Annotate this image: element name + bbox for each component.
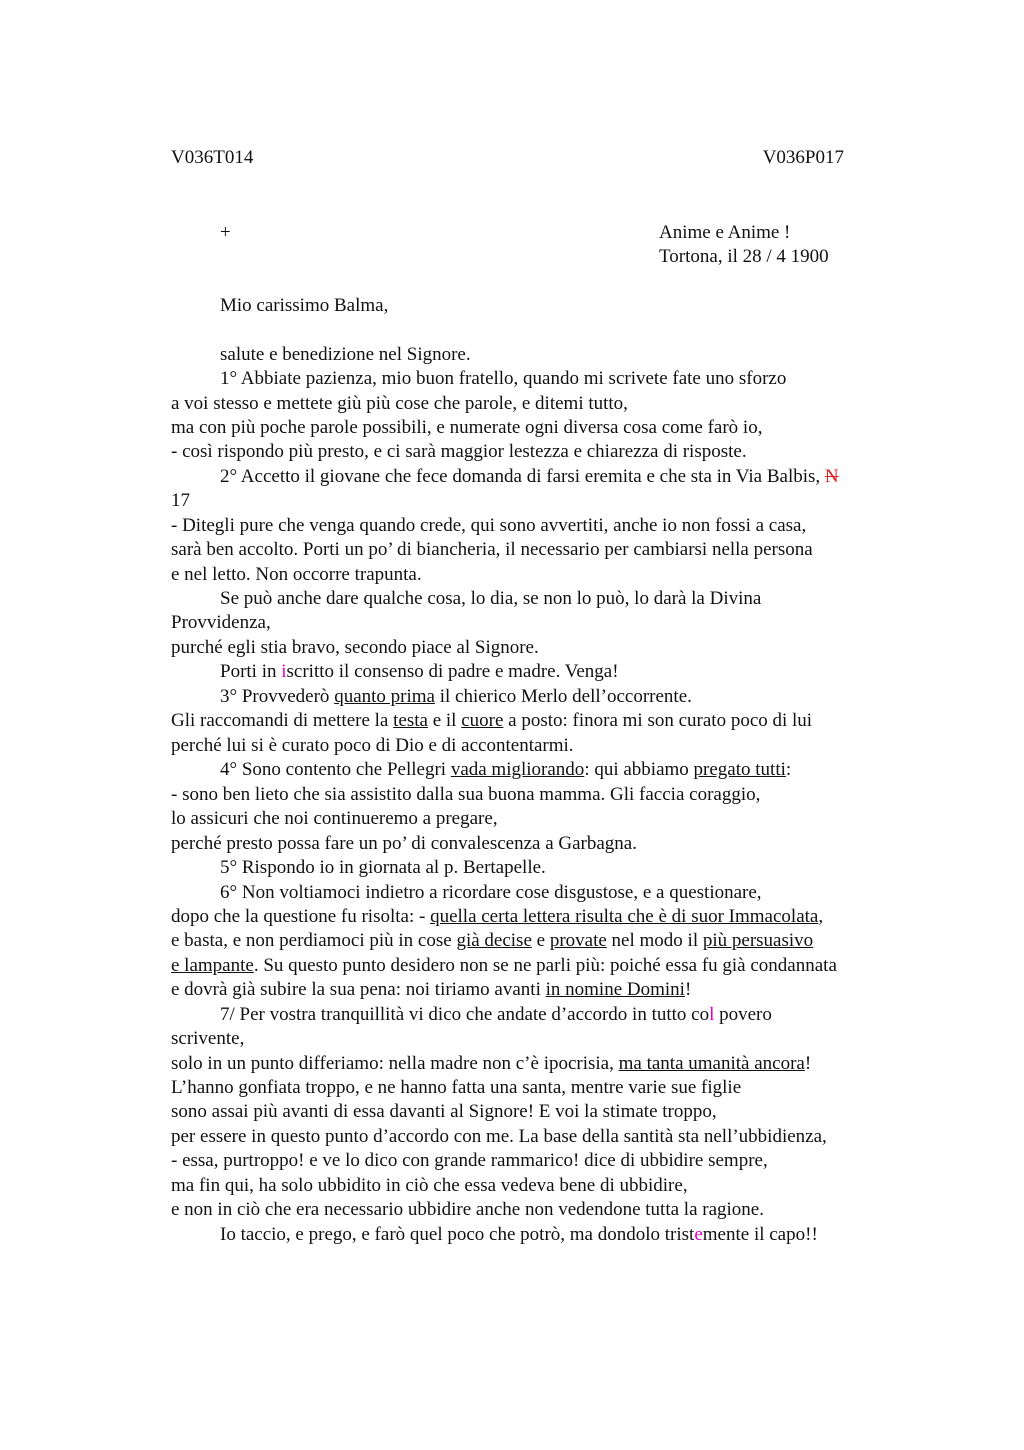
p4-line-3: lo assicuri che noi continueremo a pregare, <box>171 808 498 829</box>
p7-line-9: e non in ciò che era necessario ubbidire anche non vedendone tutta la ragione. <box>171 1199 764 1220</box>
underlined-phrase: provate <box>549 930 607 951</box>
p7-line-2: scrivente, <box>171 1028 245 1049</box>
cross-mark: + <box>220 222 231 243</box>
underlined-phrase: vada migliorando <box>450 759 585 780</box>
p2-line-1 <box>220 465 839 489</box>
pink-correction: e <box>694 1224 703 1245</box>
p7-line-1-c: povero <box>714 1004 772 1025</box>
p2-line-2: 17 <box>171 490 190 511</box>
p2-line-3: - Ditegli pure che venga quando crede, qui sono avvertiti, anche io non fossi a casa, <box>171 515 807 536</box>
p6-line-3-c: e <box>531 930 550 951</box>
p3-line-2 <box>171 709 812 733</box>
p7-line-1 <box>220 1003 772 1027</box>
pink-correction: l <box>709 1004 715 1025</box>
p5-line-1: 5° Rispondo io in giornata al p. Bertapelle. <box>220 857 546 878</box>
p6-line-1: 6° Non voltiamoci indietro a ricordare cose disgustose, e a questionare, <box>220 882 762 903</box>
p4-line-4: perché presto possa fare un po’ di convalescenza a Garbagna. <box>171 833 637 854</box>
p2-line-4: sarà ben accolto. Porti un po’ di biancheria, il necessario per cambiarsi nella persona <box>171 539 813 560</box>
underlined-phrase: ma tanta umanità ancora <box>618 1053 805 1074</box>
p7-line-4: L’hanno gonfiata troppo, e ne hanno fatta una santa, mentre varie sue figlie <box>171 1077 742 1098</box>
p7-line-7: - essa, purtroppo! e ve lo dico con grande rammarico! dice di ubbidire sempre, <box>171 1150 768 1171</box>
p1-line-1: 1° Abbiate pazienza, mio buon fratello, quando mi scrivete fate uno sforzo <box>220 368 787 389</box>
p1-line-2: a voi stesso e mettete giù più cose che parole, e ditemi tutto, <box>171 393 628 414</box>
p3-line-2-a: Gli raccomandi di mettere la <box>171 710 394 731</box>
right-document-code: V036P017 <box>762 147 844 168</box>
p2-line-5: e nel letto. Non occorre trapunta. <box>171 564 422 585</box>
p2-line-6: Se può anche dare qualche cosa, lo dia, se non lo può, lo darà la Divina <box>220 588 762 609</box>
motto: Anime e Anime ! <box>659 222 791 243</box>
greeting: salute e benedizione nel Signore. <box>220 344 471 365</box>
p6-line-3-e: nel modo il <box>606 930 703 951</box>
p3-line-1 <box>220 685 692 709</box>
place-date: Tortona, il 28 / 4 1900 <box>659 246 829 267</box>
p2-line-9-c: scritto il consenso di padre e madre. Venga! <box>286 661 619 682</box>
p4-line-1-c: : qui abbiamo <box>584 759 694 780</box>
p6-line-5 <box>171 978 691 1002</box>
p2-line-8: purché egli stia bravo, secondo piace al Signore. <box>171 637 539 658</box>
p4-line-1-a: 4° Sono contento che Pellegri <box>220 759 451 780</box>
struck-correction: N <box>824 466 839 487</box>
p6-line-2-a: dopo che la questione fu risolta: - <box>171 906 431 927</box>
p3-line-1-a: 3° Provvederò <box>220 686 335 707</box>
p4-line-2: - sono ben lieto che sia assistito dalla sua buona mamma. Gli faccia coraggio, <box>171 784 761 805</box>
underlined-phrase: quella certa lettera risulta che è di suor Immacolata <box>430 906 819 927</box>
underlined-phrase: quanto prima <box>334 686 435 707</box>
p6-line-2 <box>171 905 823 929</box>
left-document-code: V036T014 <box>171 147 254 168</box>
p3-line-1-c: il chierico Merlo dell’occorrente. <box>434 686 692 707</box>
p6-line-4-b: . Su questo punto desidero non se ne parli più: poiché essa fu già condannata <box>253 955 837 976</box>
underlined-phrase: più persuasivo <box>702 930 814 951</box>
p7-line-6: per essere in questo punto d’accordo con me. La base della santità sta nell’ubbidienza, <box>171 1126 827 1147</box>
p6-line-4 <box>171 954 837 978</box>
underlined-phrase: pregato tutti <box>693 759 786 780</box>
p3-line-2-e: a posto: finora mi son curato poco di lui <box>503 710 813 731</box>
underlined-phrase: già decise <box>456 930 532 951</box>
p1-line-3: ma con più poche parole possibili, e numerate ogni diversa cosa come farò io, <box>171 417 763 438</box>
p4-line-1 <box>220 758 791 782</box>
p6-line-3-a: e basta, e non perdiamoci più in cose <box>171 930 457 951</box>
p6-line-2-c: , <box>818 906 824 927</box>
p1-line-4: - così rispondo più presto, e ci sarà maggior lestezza e chiarezza di risposte. <box>171 441 747 462</box>
p4-line-1-e: : <box>785 759 792 780</box>
pink-correction: i <box>281 661 287 682</box>
closing-c: mente il capo!! <box>702 1224 818 1245</box>
p3-line-2-c: e il <box>427 710 462 731</box>
p2-line-7: Provvidenza, <box>171 612 271 633</box>
p6-line-5-c: ! <box>684 979 692 1000</box>
p7-line-5: sono assai più avanti di essa davanti al Signore! E voi la stimate troppo, <box>171 1101 717 1122</box>
p2-line-9 <box>220 660 619 684</box>
p7-line-3 <box>171 1052 811 1076</box>
closing-line <box>220 1223 818 1247</box>
p2-line-1-text: 2° Accetto il giovane che fece domanda di farsi eremita e che sta in Via Balbis, <box>220 466 825 487</box>
p6-line-5-a: e dovrà già subire la sua pena: noi tiriamo avanti <box>171 979 546 1000</box>
underlined-phrase: in nomine Domini <box>545 979 685 1000</box>
underlined-phrase: e lampante <box>171 955 254 976</box>
salutation: Mio carissimo Balma, <box>220 295 389 316</box>
p6-line-3 <box>171 929 813 953</box>
p7-line-3-a: solo in un punto differiamo: nella madre non c’è ipocrisia, <box>171 1053 619 1074</box>
p2-line-9-a: Porti in <box>220 661 282 682</box>
underlined-phrase: testa <box>393 710 428 731</box>
underlined-phrase: cuore <box>461 710 504 731</box>
p3-line-3: perché lui si è curato poco di Dio e di accontentarmi. <box>171 735 574 756</box>
p7-line-1-a: 7/ Per vostra tranquillità vi dico che andate d’accordo in tutto co <box>220 1004 710 1025</box>
p7-line-8: ma fin qui, ha solo ubbidito in ciò che essa vedeva bene di ubbidire, <box>171 1175 688 1196</box>
p7-line-3-c: ! <box>804 1053 812 1074</box>
closing-a: Io taccio, e prego, e farò quel poco che potrò, ma dondolo trist <box>220 1224 695 1245</box>
